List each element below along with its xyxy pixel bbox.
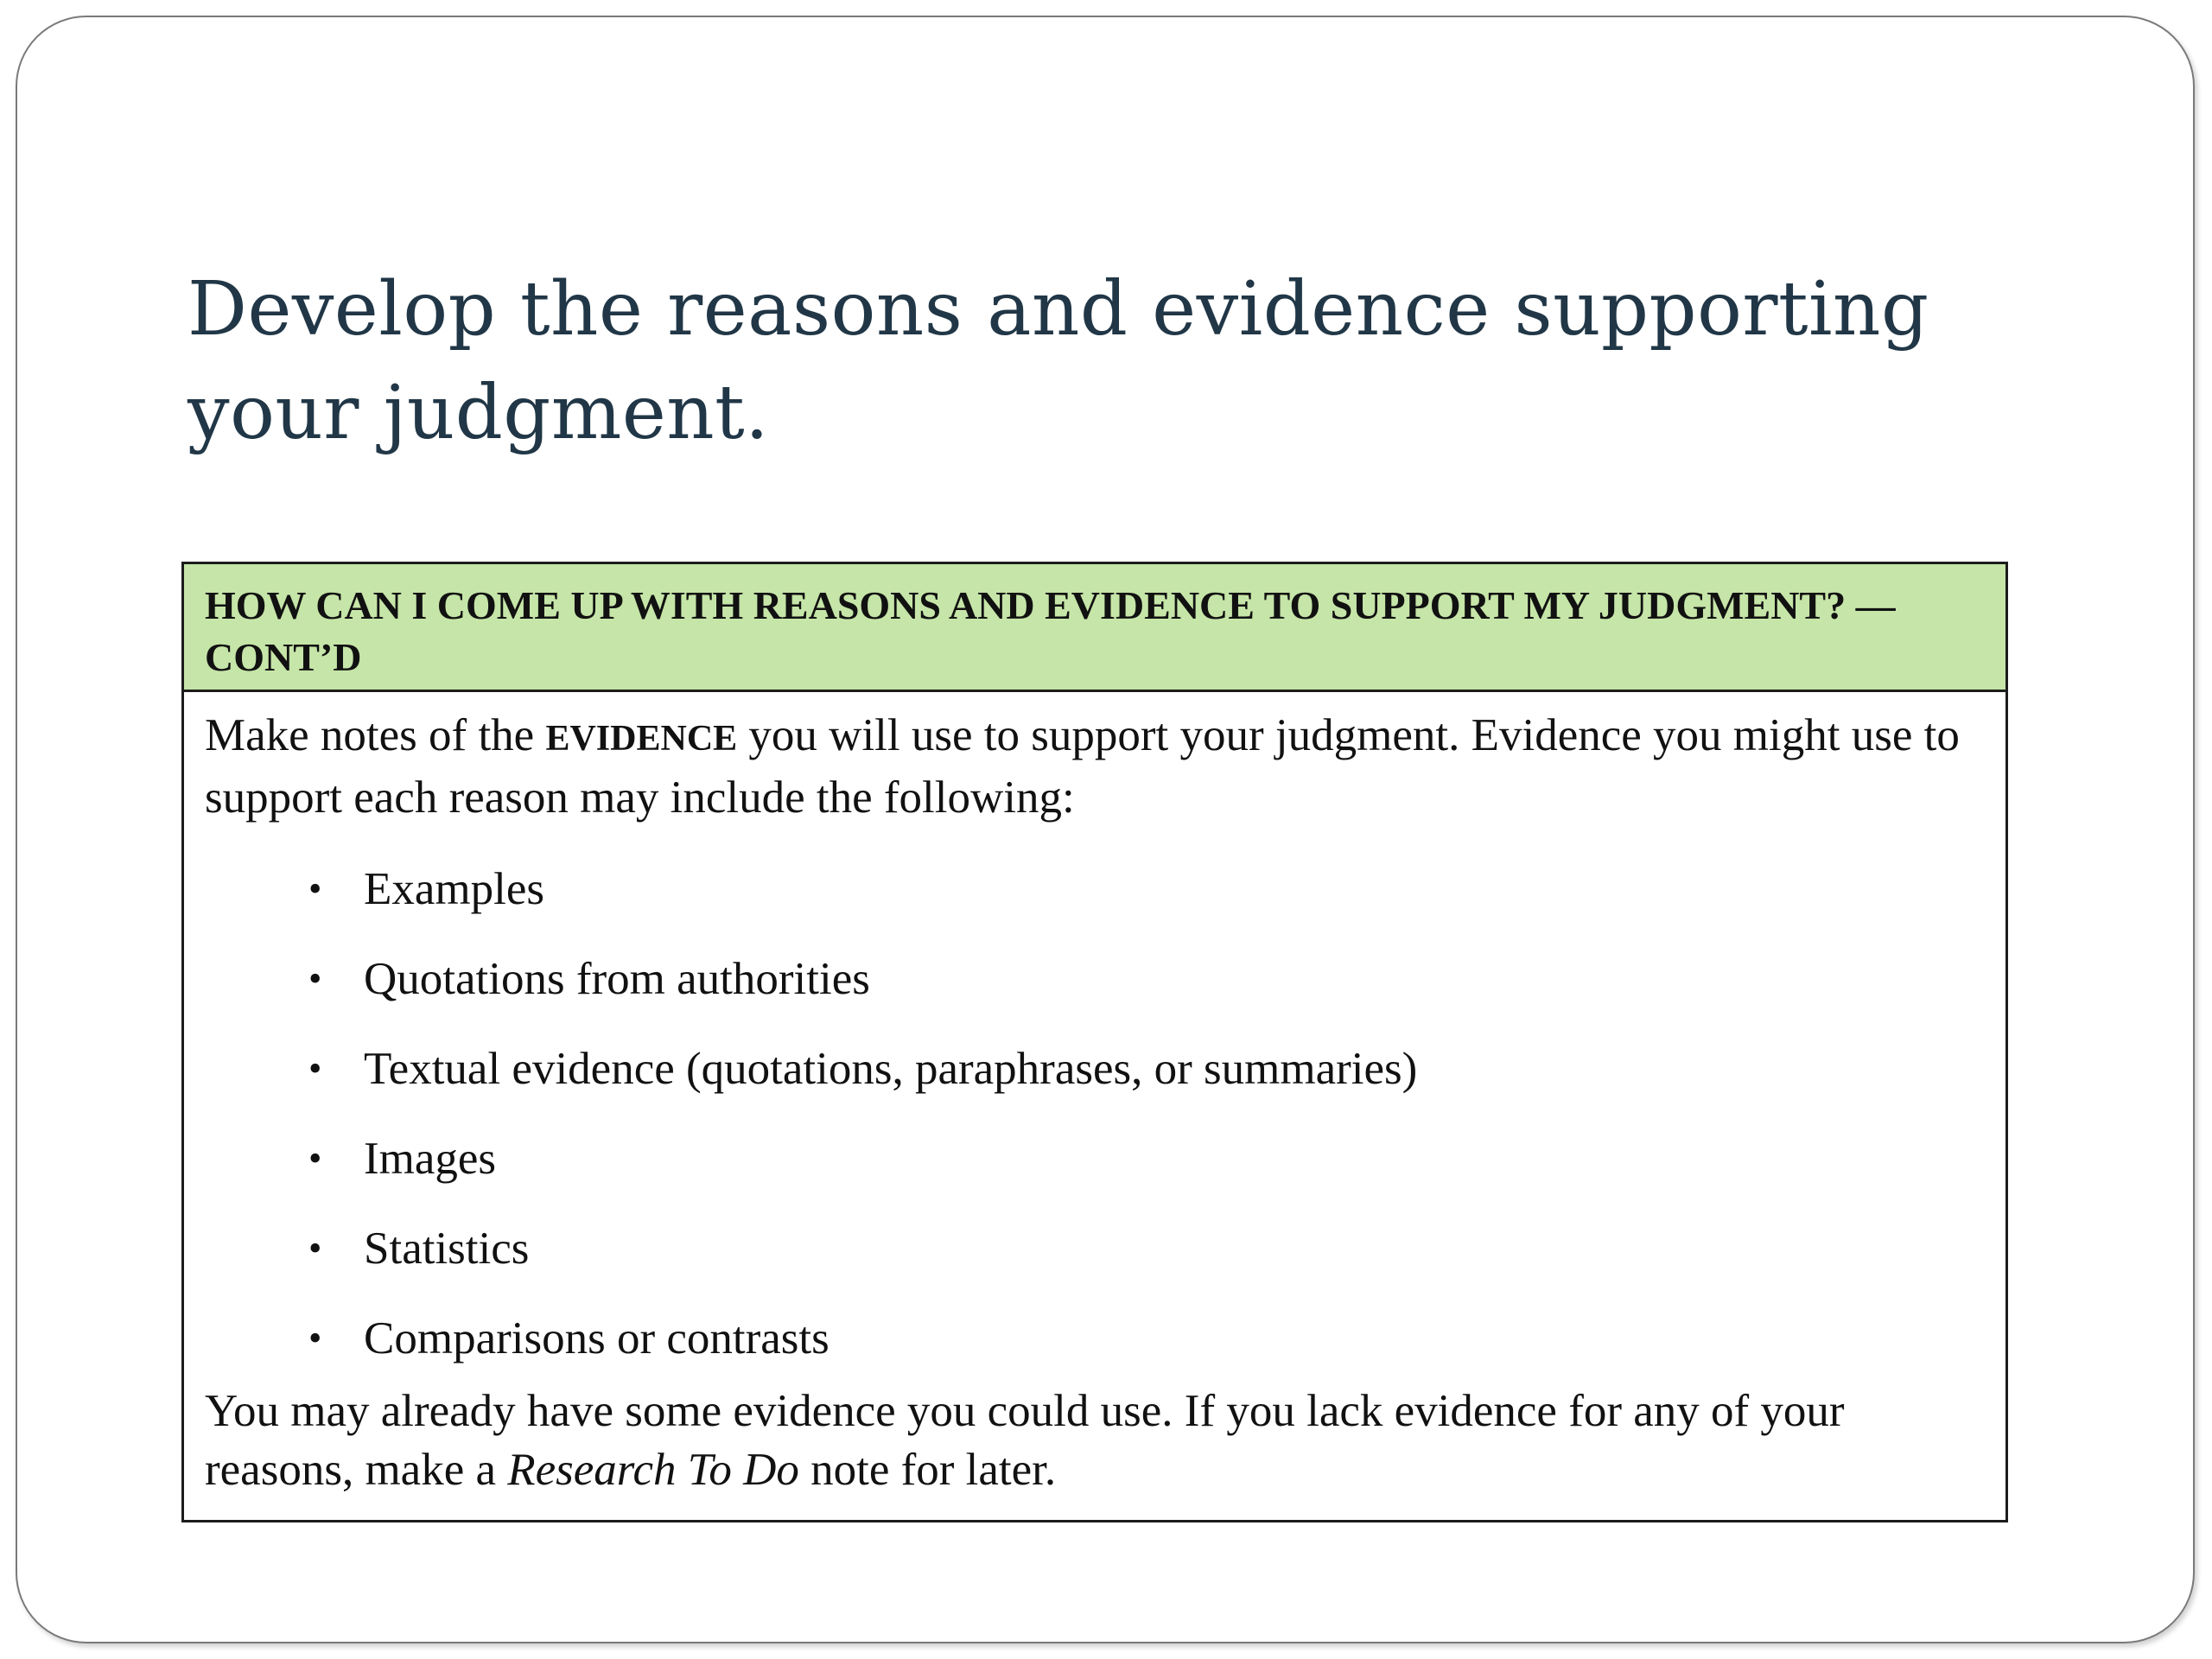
list-item-label: Textual evidence (quotations, paraphrases, or summaries) (364, 1044, 1418, 1094)
content-box (181, 562, 2008, 1522)
list-item (205, 844, 1985, 934)
intro-paragraph (205, 706, 1985, 827)
bullet-icon: • (308, 868, 322, 910)
list-item (205, 1204, 1985, 1294)
bullet-icon: • (308, 1137, 322, 1179)
slide-frame (16, 16, 2195, 1643)
list-item (205, 1024, 1985, 1114)
bullet-icon: • (308, 957, 322, 1000)
list-item (205, 1114, 1985, 1204)
outro-paragraph (205, 1382, 1985, 1499)
list-item-label: Images (364, 1134, 497, 1184)
box-header: HOW CAN I COME UP WITH REASONS AND EVIDENCE TO SUPPORT MY JUDGMENT? — CONT’D (184, 564, 2005, 692)
intro-text-end: you will use to support your judgment. Evidence you might use to support each reason may include the following: (205, 710, 1960, 823)
intro-text-start: Make notes of the (205, 710, 546, 760)
evidence-emphasis: EVIDENCE (545, 719, 738, 759)
bullet-icon: • (308, 1047, 322, 1090)
bullet-icon: • (308, 1317, 322, 1359)
list-item-label: Statistics (364, 1224, 530, 1274)
bullet-icon: • (308, 1227, 322, 1269)
evidence-list (205, 844, 1985, 1383)
outro-text-start: You may already have some evidence you could use. If you lack evidence for any of your reasons, make a (205, 1386, 1845, 1495)
list-item (205, 1294, 1985, 1383)
slide-title: Develop the reasons and evidence supporting your judgment. (188, 266, 1929, 456)
list-item-label: Comparisons or contrasts (364, 1313, 830, 1363)
list-item-label: Quotations from authorities (364, 954, 870, 1004)
list-item-label: Examples (364, 864, 544, 914)
research-to-do-phrase: Research To Do (507, 1445, 799, 1495)
outro-text-end: note for later. (798, 1445, 1057, 1495)
box-body (184, 692, 2005, 1499)
list-item (205, 934, 1985, 1024)
